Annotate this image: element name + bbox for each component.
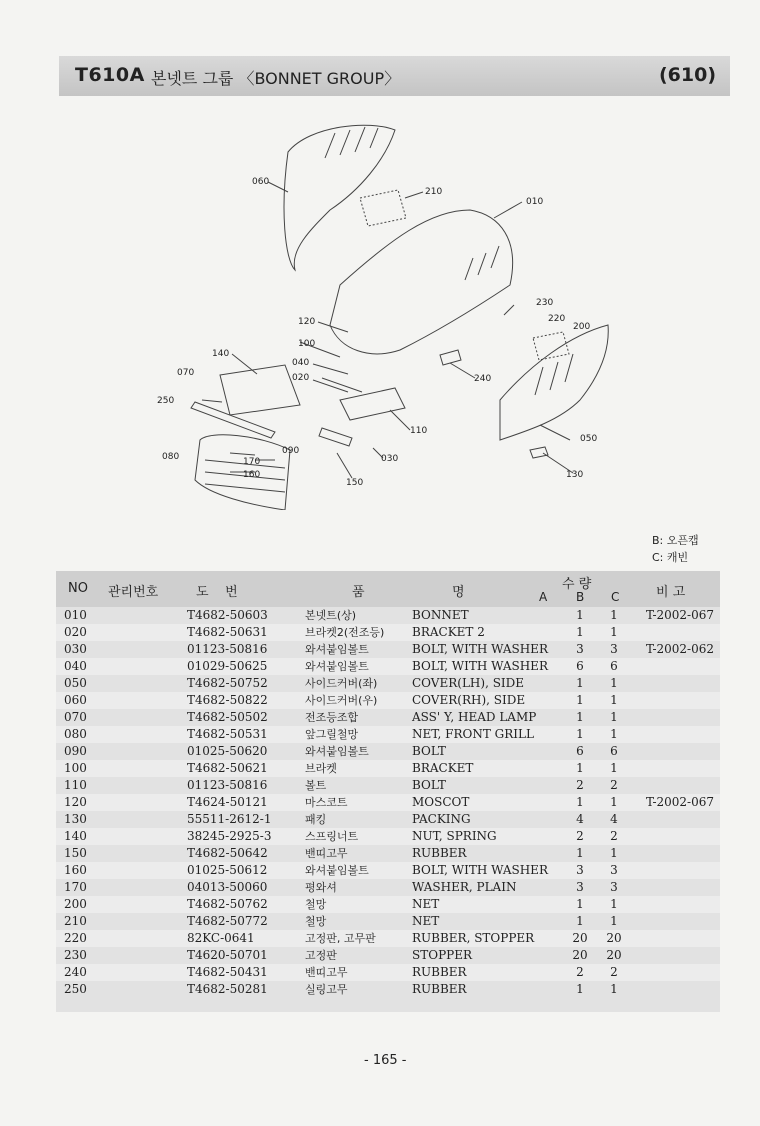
drawing-no-cell: 38245-2925-3: [187, 829, 272, 843]
korean-name-cell: 와셔붙임볼트: [305, 660, 369, 673]
qty-c-cell: 1: [610, 727, 618, 741]
english-name-cell: RUBBER: [412, 982, 467, 996]
drawing-no-cell: 82KC-0641: [187, 931, 255, 945]
qty-c-cell: 2: [610, 829, 618, 843]
korean-name-cell: 스프링너트: [305, 830, 359, 843]
drawing-no-cell: T4620-50701: [187, 948, 268, 962]
drawing-no-cell: T4682-50502: [187, 710, 268, 724]
table-row: [56, 607, 720, 624]
table-row: [56, 726, 720, 743]
table-row: [56, 624, 720, 641]
qty-c-cell: 1: [610, 897, 618, 911]
english-name-cell: NET, FRONT GRILL: [412, 727, 534, 741]
english-name-cell: BRACKET 2: [412, 625, 485, 639]
qty-b-cell: 2: [576, 965, 584, 979]
remarks-cell: T-2002-067: [646, 795, 715, 809]
drawing-no-cell: T4682-50822: [187, 693, 268, 707]
english-name-cell: BOLT, WITH WASHER: [412, 863, 548, 877]
table-row: [56, 675, 720, 692]
qty-b-cell: 1: [576, 982, 584, 996]
qty-b-cell: 1: [576, 625, 584, 639]
callout-170: 170: [243, 457, 261, 467]
korean-name-cell: 패킹: [305, 813, 327, 826]
table-row: [56, 811, 720, 828]
table-row: [56, 828, 720, 845]
col-qty-c: C: [611, 590, 620, 604]
qty-c-cell: 4: [610, 812, 618, 826]
qty-b-cell: 1: [576, 846, 584, 860]
part-no-cell: 130: [64, 812, 87, 826]
drawing-no-cell: 01029-50625: [187, 659, 268, 673]
english-name-cell: COVER(RH), SIDE: [412, 693, 526, 707]
col-qty-b: B: [576, 590, 585, 604]
callout-200: 200: [573, 322, 591, 332]
korean-name-cell: 와셔붙임볼트: [305, 745, 369, 758]
col-mgmt-no: 관리번호: [108, 585, 159, 600]
drawing-no-cell: T4682-50772: [187, 914, 268, 928]
table-row: [56, 981, 720, 998]
part-no-cell: 140: [64, 829, 87, 843]
callout-010: 010: [526, 197, 544, 207]
table-row: [56, 913, 720, 930]
part-no-cell: 230: [64, 948, 87, 962]
table-row: [56, 964, 720, 981]
part-no-cell: 170: [64, 880, 87, 894]
part-no-cell: 110: [64, 778, 87, 792]
drawing-no-cell: T4682-50642: [187, 846, 268, 860]
drawing-no-cell: 04013-50060: [187, 880, 268, 894]
qty-b-cell: 1: [576, 761, 584, 775]
qty-b-cell: 2: [576, 829, 584, 843]
korean-name-cell: 브라켓2(전조등): [305, 626, 385, 639]
drawing-no-cell: T4682-50281: [187, 982, 268, 996]
table-row: [56, 862, 720, 879]
english-name-cell: RUBBER, STOPPER: [412, 931, 535, 945]
korean-name-cell: 밴띠고무: [305, 847, 348, 860]
callout-110: 110: [410, 426, 428, 436]
qty-c-cell: 3: [610, 863, 618, 877]
qty-b-cell: 1: [576, 897, 584, 911]
callout-160: 160: [243, 470, 261, 480]
legend-open-cab: B: 오픈캡: [652, 534, 699, 547]
table-bottom-band: [56, 998, 720, 1012]
table-row: [56, 794, 720, 811]
english-name-cell: BOLT, WITH WASHER: [412, 659, 548, 673]
english-name-cell: NET: [412, 914, 440, 928]
group-title: 본넷트 그룹 〈BONNET GROUP〉: [151, 69, 401, 88]
callout-210: 210: [425, 187, 443, 197]
table-row: [56, 760, 720, 777]
drawing-no-cell: 55511-2612-1: [187, 812, 272, 826]
part-no-cell: 210: [64, 914, 87, 928]
part-no-cell: 160: [64, 863, 87, 877]
english-name-cell: STOPPER: [412, 948, 473, 962]
qty-b-cell: 3: [576, 880, 584, 894]
callout-100: 100: [298, 339, 316, 349]
qty-b-cell: 1: [576, 727, 584, 741]
qty-c-cell: 6: [610, 744, 618, 758]
korean-name-cell: 앞그릴철망: [305, 728, 359, 741]
korean-name-cell: 볼트: [305, 779, 327, 792]
qty-b-cell: 6: [576, 659, 584, 673]
drawing-no-cell: 01123-50816: [187, 642, 268, 656]
part-no-cell: 120: [64, 795, 87, 809]
qty-b-cell: 2: [576, 778, 584, 792]
drawing-no-cell: 01025-50620: [187, 744, 268, 758]
part-no-cell: 150: [64, 846, 87, 860]
english-name-cell: BOLT, WITH WASHER: [412, 642, 548, 656]
english-name-cell: BOLT: [412, 778, 446, 792]
legend-cabin: C: 캐빈: [652, 551, 689, 564]
col-name-2: 명: [452, 585, 465, 600]
bonnet-drawing: [330, 210, 513, 354]
qty-b-cell: 1: [576, 914, 584, 928]
korean-name-cell: 와셔붙임볼트: [305, 643, 369, 656]
qty-b-cell: 1: [576, 693, 584, 707]
qty-b-cell: 1: [576, 676, 584, 690]
table-row: [56, 692, 720, 709]
net-200-drawing: [533, 332, 569, 360]
korean-name-cell: 와셔붙임볼트: [305, 864, 369, 877]
korean-name-cell: 본넷트(상): [305, 609, 357, 622]
col-qty-a: A: [539, 590, 548, 604]
qty-c-cell: 1: [610, 625, 618, 639]
table-row: [56, 658, 720, 675]
qty-b-cell: 4: [576, 812, 584, 826]
part-no-cell: 030: [64, 642, 87, 656]
korean-name-cell: 전조등조합: [305, 711, 359, 724]
callout-040: 040: [292, 358, 310, 368]
table-row: [56, 641, 720, 658]
qty-b-cell: 3: [576, 642, 584, 656]
drawing-no-cell: T4682-50603: [187, 608, 268, 622]
parts-table-header: [56, 571, 720, 607]
drawing-no-cell: T4682-50752: [187, 676, 268, 690]
qty-c-cell: 20: [606, 948, 622, 962]
callout-020: 020: [292, 373, 310, 383]
net-210-drawing: [360, 190, 406, 226]
qty-c-cell: 1: [610, 846, 618, 860]
exploded-parts-diagram: [140, 110, 640, 510]
korean-name-cell: 고정판: [305, 949, 337, 962]
english-name-cell: NET: [412, 897, 440, 911]
qty-b-cell: 1: [576, 608, 584, 622]
part-no-cell: 100: [64, 761, 87, 775]
drawing-no-cell: 01025-50612: [187, 863, 268, 877]
english-name-cell: BRACKET: [412, 761, 474, 775]
parts-table-body: [56, 607, 720, 998]
qty-c-cell: 3: [610, 642, 618, 656]
part-no-cell: 010: [64, 608, 87, 622]
callout-130: 130: [566, 470, 584, 480]
rubber-strip-drawing: [191, 402, 275, 438]
callout-120: 120: [298, 317, 316, 327]
english-name-cell: PACKING: [412, 812, 471, 826]
korean-name-cell: 사이드커버(좌): [305, 677, 378, 690]
qty-c-cell: 2: [610, 778, 618, 792]
part-no-cell: 240: [64, 965, 87, 979]
remarks-cell: T-2002-067: [646, 608, 715, 622]
qty-c-cell: 1: [610, 914, 618, 928]
korean-name-cell: 철망: [305, 915, 327, 928]
side-cover-rh-drawing: [284, 125, 395, 270]
korean-name-cell: 고정판, 고무판: [305, 932, 376, 945]
qty-c-cell: 1: [610, 608, 618, 622]
col-no: NO: [68, 581, 88, 596]
korean-name-cell: 철망: [305, 898, 327, 911]
part-no-cell: 060: [64, 693, 87, 707]
callout-240: 240: [474, 374, 492, 384]
qty-c-cell: 3: [610, 880, 618, 894]
english-name-cell: RUBBER: [412, 965, 467, 979]
page-code: (610): [658, 64, 716, 86]
drawing-no-cell: T4682-50631: [187, 625, 268, 639]
table-row: [56, 947, 720, 964]
english-name-cell: COVER(LH), SIDE: [412, 676, 525, 690]
table-row: [56, 879, 720, 896]
korean-name-cell: 브라켓: [305, 762, 337, 775]
table-row: [56, 845, 720, 862]
qty-b-cell: 1: [576, 795, 584, 809]
english-name-cell: BONNET: [412, 608, 469, 622]
korean-name-cell: 마스코트: [305, 796, 348, 809]
callout-140: 140: [212, 349, 230, 359]
english-name-cell: NUT, SPRING: [412, 829, 497, 843]
part-no-cell: 040: [64, 659, 87, 673]
korean-name-cell: 밴띠고무: [305, 966, 348, 979]
model-code: T610A: [75, 64, 145, 86]
qty-c-cell: 1: [610, 693, 618, 707]
packing-drawing: [530, 447, 548, 458]
callout-050: 050: [580, 434, 598, 444]
callout-230: 230: [536, 298, 554, 308]
col-remarks: 비 고: [656, 585, 686, 600]
qty-b-cell: 6: [576, 744, 584, 758]
qty-c-cell: 1: [610, 795, 618, 809]
qty-c-cell: 1: [610, 676, 618, 690]
english-name-cell: ASS' Y, HEAD LAMP: [412, 710, 537, 724]
callout-030: 030: [381, 454, 399, 464]
callout-090: 090: [282, 446, 300, 456]
qty-c-cell: 6: [610, 659, 618, 673]
korean-name-cell: 사이드커버(우): [305, 694, 378, 707]
english-name-cell: RUBBER: [412, 846, 467, 860]
qty-c-cell: 1: [610, 710, 618, 724]
part-no-cell: 020: [64, 625, 87, 639]
callout-070: 070: [177, 368, 195, 378]
table-row: [56, 709, 720, 726]
english-name-cell: MOSCOT: [412, 795, 470, 809]
legend: [652, 532, 699, 566]
part-no-cell: 070: [64, 710, 87, 724]
qty-b-cell: 1: [576, 710, 584, 724]
col-drawing-no: 도 번: [196, 585, 238, 600]
korean-name-cell: 실링고무: [305, 983, 348, 996]
qty-c-cell: 20: [606, 931, 622, 945]
english-name-cell: BOLT: [412, 744, 446, 758]
callout-250: 250: [157, 396, 175, 406]
table-row: [56, 896, 720, 913]
drawing-no-cell: T4682-50621: [187, 761, 268, 775]
remarks-cell: T-2002-062: [646, 642, 715, 656]
callout-060: 060: [252, 177, 270, 187]
page-header: [59, 56, 730, 96]
part-no-cell: 090: [64, 744, 87, 758]
side-cover-lh-drawing: [500, 325, 608, 440]
part-no-cell: 080: [64, 727, 87, 741]
drawing-no-cell: T4682-50531: [187, 727, 268, 741]
table-row: [56, 777, 720, 794]
qty-b-cell: 20: [572, 948, 588, 962]
col-qty: 수 량: [562, 577, 592, 592]
callout-080: 080: [162, 452, 180, 462]
callout-150: 150: [346, 478, 364, 488]
drawing-no-cell: T4682-50431: [187, 965, 268, 979]
head-lamp-drawing: [220, 365, 300, 415]
col-name-1: 품: [352, 585, 365, 600]
part-no-cell: 220: [64, 931, 87, 945]
drawing-no-cell: T4624-50121: [187, 795, 268, 809]
callout-220: 220: [548, 314, 566, 324]
table-row: [56, 930, 720, 947]
drawing-no-cell: T4682-50762: [187, 897, 268, 911]
part-no-cell: 050: [64, 676, 87, 690]
korean-name-cell: 평와셔: [305, 881, 337, 894]
part-no-cell: 250: [64, 982, 87, 996]
page-number: - 165 -: [364, 1053, 407, 1068]
qty-c-cell: 1: [610, 761, 618, 775]
qty-b-cell: 3: [576, 863, 584, 877]
part-no-cell: 200: [64, 897, 87, 911]
table-row: [56, 743, 720, 760]
qty-c-cell: 2: [610, 965, 618, 979]
qty-c-cell: 1: [610, 982, 618, 996]
rubber-150-drawing: [319, 428, 352, 446]
qty-b-cell: 20: [572, 931, 588, 945]
drawing-no-cell: 01123-50816: [187, 778, 268, 792]
english-name-cell: WASHER, PLAIN: [412, 880, 517, 894]
